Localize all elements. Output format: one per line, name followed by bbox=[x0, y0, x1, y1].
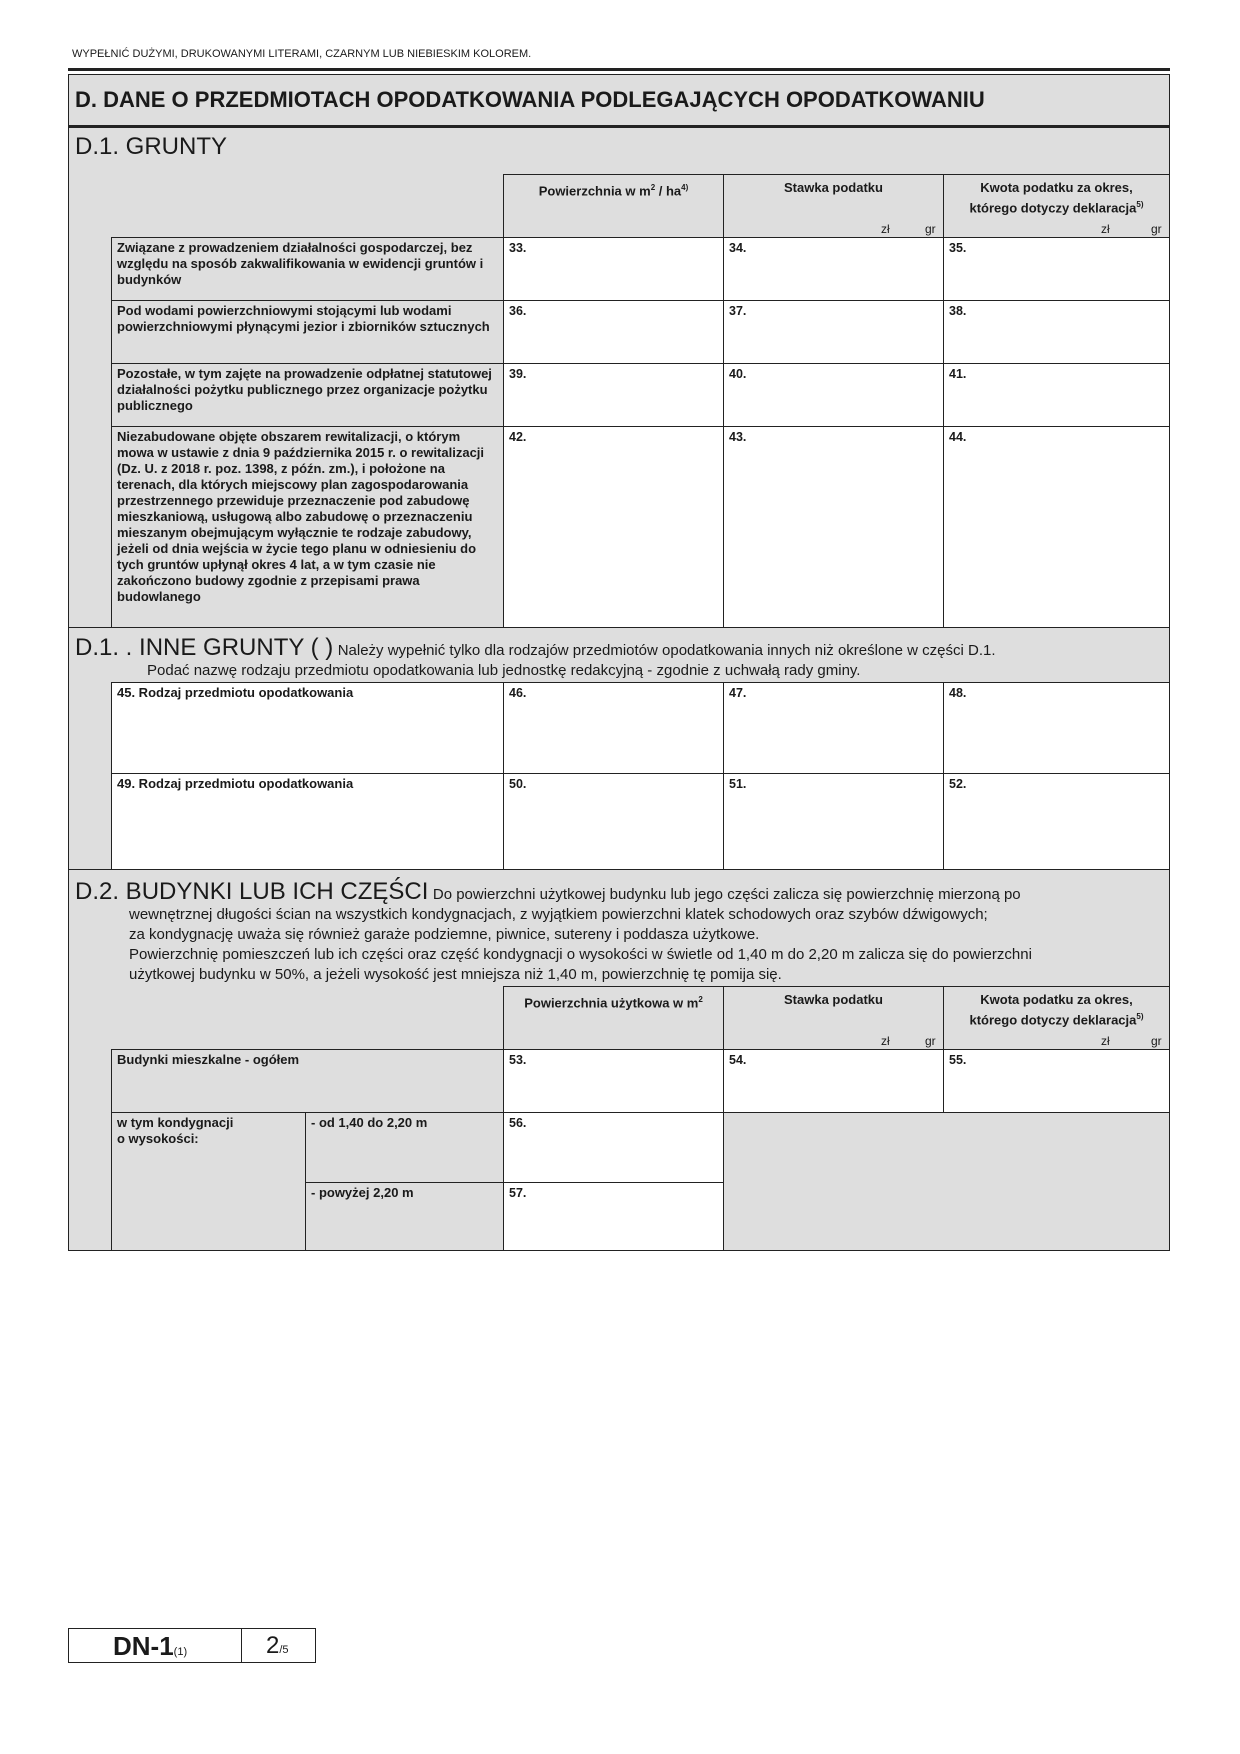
d1-row-label-revitalization: Niezabudowane objęte obszarem rewitalizacji, o którym mowa w ustawie z dnia 9 października 2015 r. o rewitalizacji (Dz. U. z 2018 r. poz. 1398, z późn. zm.), i położone na terenach, dla których miejscowy plan zagospodarowania przestrzennego przewiduje przeznaczenie pod zabudowę mieszkaniową, usługową albo zabudowę o przeznaczeniu mieszanym obejmującym wyłącznie te rodzaje zabudowy, jeżeli od dnia wejścia w życie tego planu w odniesieniu do tych gruntów upłynął okres 4 lat, a w tym czasie nie zakończono budowy zgodnie z przepisami prawa budowlanego bbox=[111, 426, 504, 628]
d1-other-title: D.1. . INNE GRUNTY ( ) bbox=[75, 634, 334, 661]
field-43[interactable]: 43. bbox=[723, 426, 944, 628]
field-47[interactable]: 47. bbox=[723, 682, 944, 774]
field-34[interactable]: 34. bbox=[723, 237, 944, 301]
page-number-box bbox=[241, 1628, 316, 1663]
field-35[interactable]: 35. bbox=[943, 237, 1170, 301]
field-36[interactable]: 36. bbox=[503, 300, 724, 364]
d2-row-label-high: - powyżej 2,20 m bbox=[305, 1182, 504, 1251]
page-total: /5 bbox=[279, 1644, 289, 1656]
form-code-box bbox=[68, 1628, 242, 1663]
d1-col-tax: Kwota podatku za okres, którego dotyczy deklaracja$^{5)}$ zł gr bbox=[943, 174, 1170, 238]
field-55[interactable]: 55. bbox=[943, 1049, 1170, 1113]
field-56[interactable]: 56. bbox=[503, 1112, 724, 1183]
d1-col-rate: Stawka podatku zł gr bbox=[723, 174, 944, 238]
field-50[interactable]: 50. bbox=[503, 773, 724, 870]
d2-row-label-storeys: w tym kondygnacji o wysokości: bbox=[111, 1112, 306, 1251]
d1-row-label-other: Pozostałe, w tym zajęte na prowadzenie odpłatnej statutowej działalności pożytku publicznego przez organizacje pożytku publicznego bbox=[111, 363, 504, 427]
field-42[interactable]: 42. bbox=[503, 426, 724, 628]
d2-row-label-low: - od 1,40 do 2,20 m bbox=[305, 1112, 504, 1183]
field-44[interactable]: 44. bbox=[943, 426, 1170, 628]
d2-title: D.2. BUDYNKI LUB ICH CZĘŚCI bbox=[75, 878, 429, 905]
d1-row-label-business: Związane z prowadzeniem działalności gospodarczej, bez względu na sposób zakwalifikowania w ewidencji gruntów i budynków bbox=[111, 237, 504, 301]
form-code: DN-1 bbox=[113, 1631, 174, 1661]
field-37[interactable]: 37. bbox=[723, 300, 944, 364]
page-number: 2 bbox=[266, 1632, 280, 1659]
section-d-title: D. DANE O PRZEDMIOTACH OPODATKOWANIA PODLEGAJĄCYCH OPODATKOWANIU bbox=[75, 87, 985, 112]
field-51[interactable]: 51. bbox=[723, 773, 944, 870]
field-39[interactable]: 39. bbox=[503, 363, 724, 427]
d2-shaded-area bbox=[723, 1112, 1170, 1251]
d2-note-3: za kondygnację uważa się również garaże podziemne, piwnice, sutereny i poddasza użytkowe. bbox=[129, 926, 760, 943]
d2-note-2: wewnętrznej długości ścian na wszystkich kondygnacjach, z wyjątkiem powierzchni klatek schodowych oraz szybów dźwigowych; bbox=[129, 906, 988, 923]
field-57[interactable]: 57. bbox=[503, 1182, 724, 1251]
form-variant: (1) bbox=[173, 1646, 188, 1658]
field-40[interactable]: 40. bbox=[723, 363, 944, 427]
field-45-type[interactable]: 45. Rodzaj przedmiotu opodatkowania bbox=[111, 682, 504, 774]
top-rule bbox=[68, 68, 1170, 71]
d2-note-1: Do powierzchni użytkowej budynku lub jego części zalicza się powierzchnię mierzoną po bbox=[432, 886, 1021, 903]
d1-other-note-1: Należy wypełnić tylko dla rodzajów przedmiotów opodatkowania innych niż określone w części D.1. bbox=[337, 642, 996, 659]
field-41[interactable]: 41. bbox=[943, 363, 1170, 427]
d2-note-5: użytkowej budynku w 50%, a jeżeli wysokość jest mniejsza niż 1,40 m, powierzchnię tę pomija się. bbox=[129, 966, 782, 983]
field-46[interactable]: 46. bbox=[503, 682, 724, 774]
section-d-header bbox=[68, 74, 1170, 126]
d2-col-rate: Stawka podatku zł gr bbox=[723, 986, 944, 1050]
d2-note-4: Powierzchnię pomieszczeń lub ich części oraz część kondygnacji o wysokości w świetle od 1,40 m do 2,20 m zalicza się do powierzchni bbox=[129, 946, 1032, 963]
field-53[interactable]: 53. bbox=[503, 1049, 724, 1113]
d2-row-label-total: Budynki mieszkalne - ogółem bbox=[111, 1049, 504, 1113]
field-38[interactable]: 38. bbox=[943, 300, 1170, 364]
field-33[interactable]: 33. bbox=[503, 237, 724, 301]
field-49-type[interactable]: 49. Rodzaj przedmiotu opodatkowania bbox=[111, 773, 504, 870]
d2-col-area: Powierzchnia użytkowa w $m^2$ bbox=[503, 986, 724, 1050]
d2-col-tax: Kwota podatku za okres, którego dotyczy deklaracja$^{5)}$ zł gr bbox=[943, 986, 1170, 1050]
field-52[interactable]: 52. bbox=[943, 773, 1170, 870]
d1-title: D.1. GRUNTY bbox=[75, 133, 228, 160]
field-48[interactable]: 48. bbox=[943, 682, 1170, 774]
d1-row-label-water: Pod wodami powierzchniowymi stojącymi lub wodami powierzchniowymi płynącymi jezior i zbiorników sztucznych bbox=[111, 300, 504, 364]
fill-instruction: WYPEŁNIĆ DUŻYMI, DRUKOWANYMI LITERAMI, CZARNYM LUB NIEBIESKIM KOLOREM. bbox=[72, 48, 532, 60]
field-54[interactable]: 54. bbox=[723, 1049, 944, 1113]
d1-col-area: Powierzchnia w $m^2 / ha^{4)}$ bbox=[503, 174, 724, 238]
d1-other-note-2: Podać nazwę rodzaju przedmiotu opodatkowania lub jednostkę redakcyjną - zgodnie z uchwałą rady gminy. bbox=[147, 662, 861, 679]
